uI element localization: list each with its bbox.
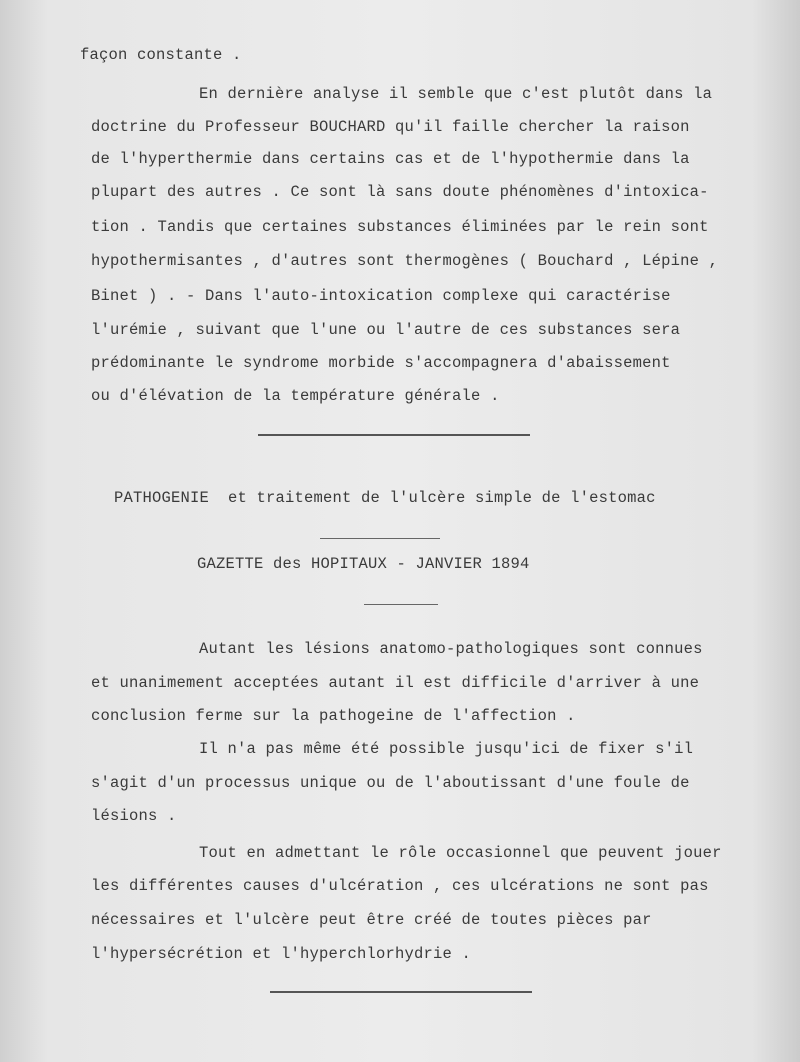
text-line: l'hypersécrétion et l'hyperchlorhydrie . [91,945,472,963]
text-line: plupart des autres . Ce sont là sans doute phénomènes d'intoxica- [91,183,709,201]
article-title: PATHOGENIE et traitement de l'ulcère simple de l'estomac [114,489,656,507]
text-line: de l'hyperthermie dans certains cas et de l'hypothermie dans la [91,150,690,168]
text-line: façon constante . [80,46,242,64]
text-line: Il n'a pas même été possible jusqu'ici de fixer s'il [199,740,694,758]
section-divider [258,434,530,436]
text-line: s'agit d'un processus unique ou de l'aboutissant d'une foule de [91,774,690,792]
text-line: doctrine du Professeur BOUCHARD qu'il faille chercher la raison [91,118,690,136]
text-line: conclusion ferme sur la pathogeine de l'affection . [91,707,576,725]
text-line: hypothermisantes , d'autres sont thermogènes ( Bouchard , Lépine , [91,252,719,270]
text-line: En dernière analyse il semble que c'est plutôt dans la [199,85,713,103]
text-line: l'urémie , suivant que l'une ou l'autre de ces substances sera [91,321,681,339]
source-underline [364,604,438,605]
section-divider [270,991,532,993]
text-line: Tout en admettant le rôle occasionnel que peuvent jouer [199,844,722,862]
article-source: GAZETTE des HOPITAUX - JANVIER 1894 [197,555,530,573]
text-line: tion . Tandis que certaines substances éliminées par le rein sont [91,218,709,236]
text-line: et unanimement acceptées autant il est difficile d'arriver à une [91,674,700,692]
text-line: les différentes causes d'ulcération , ces ulcérations ne sont pas [91,877,709,895]
text-line: Autant les lésions anatomo-pathologiques sont connues [199,640,703,658]
text-line: lésions . [91,807,177,825]
text-line: ou d'élévation de la température générale . [91,387,500,405]
text-line: Binet ) . - Dans l'auto-intoxication complexe qui caractérise [91,287,671,305]
title-underline [320,538,440,539]
text-line: prédominante le syndrome morbide s'accompagnera d'abaissement [91,354,671,372]
text-line: nécessaires et l'ulcère peut être créé de toutes pièces par [91,911,652,929]
